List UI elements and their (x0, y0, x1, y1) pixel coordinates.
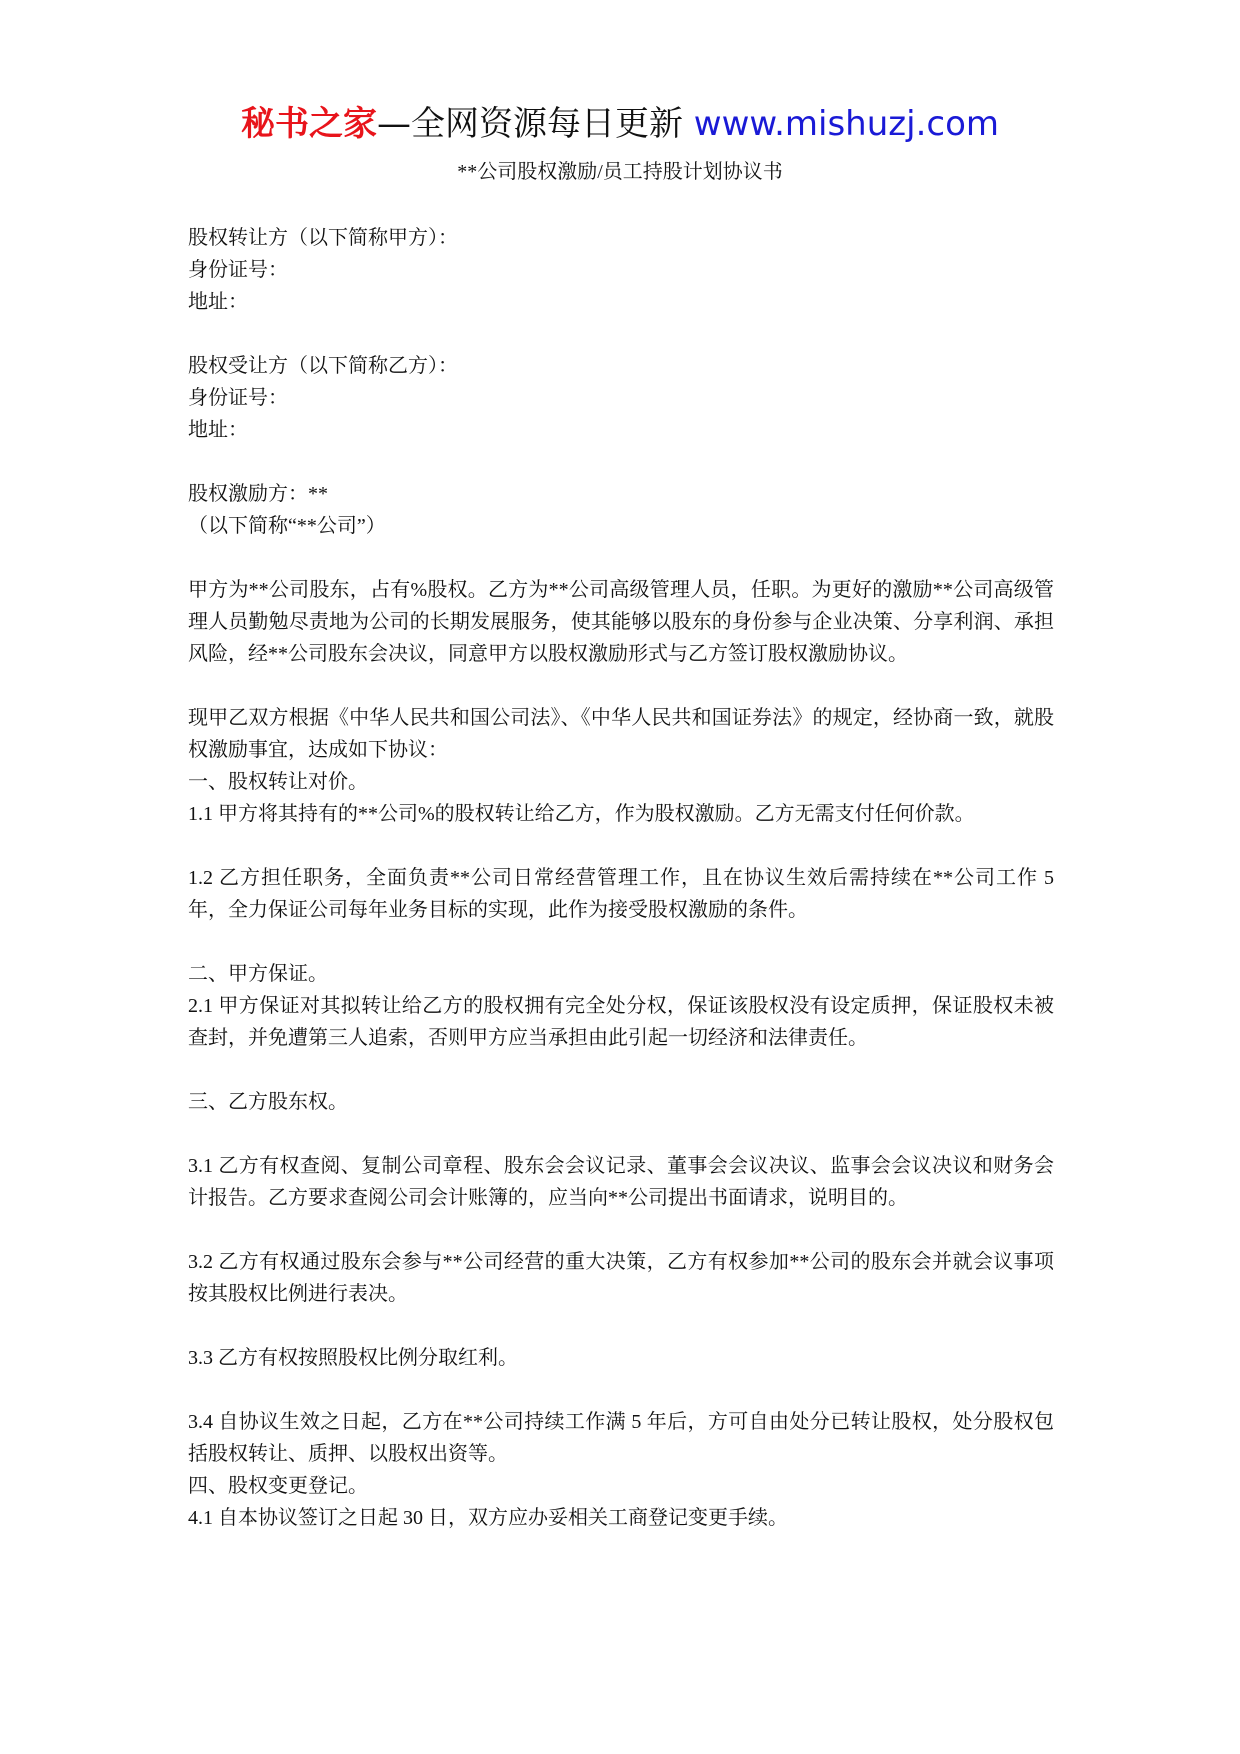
clause-3-4: 3.4 自协议生效之日起，乙方在**公司持续工作满 5 年后，方可自由处分已转让股权，处分股权包括股权转让、质押、以股权出资等。 (188, 1411, 1054, 1465)
transferee-id-line: 身份证号： (188, 387, 288, 409)
document-title: **公司股权激励/员工持股计划协议书 (457, 161, 783, 183)
clause-1-1: 1.1 甲方将其持有的**公司%的股权转让给乙方，作为股权激励。乙方无需支付任何价款。 (188, 803, 975, 825)
transferor-address-line: 地址： (188, 291, 248, 313)
incentive-party-abbr-line: （以下简称“**公司”） (188, 515, 386, 537)
section-heading-4: 四、股权变更登记。 (188, 1475, 368, 1497)
document-body (188, 222, 1054, 1534)
clause-4-1: 4.1 自本协议签订之日起 30 日，双方应办妥相关工商登记变更手续。 (188, 1507, 788, 1529)
site-url[interactable]: www.mishuzj.com (693, 104, 999, 144)
clause-3-1: 3.1 乙方有权查阅、复制公司章程、股东会会议记录、董事会会议决议、监事会会议决议和财务会计报告。乙方要求查阅公司会计账簿的，应当向**公司提出书面请求，说明目的。 (188, 1155, 1054, 1209)
brand-slogan: —全网资源每日更新 (376, 104, 694, 144)
transferee-address-line: 地址： (188, 419, 248, 441)
spacer (188, 1310, 1054, 1342)
clause-1-2: 1.2 乙方担任职务，全面负责**公司日常经营管理工作，且在协议生效后需持续在**公司工作 5 年，全力保证公司每年业务目标的实现，此作为接受股权激励的条件。 (188, 867, 1054, 921)
transferor-id-line: 身份证号： (188, 259, 288, 281)
spacer (188, 1054, 1054, 1086)
spacer (188, 830, 1054, 862)
incentive-party-line: 股权激励方：** (188, 483, 328, 505)
spacer (188, 926, 1054, 958)
spacer (188, 1374, 1054, 1406)
section-heading-2: 二、甲方保证。 (188, 963, 328, 985)
spacer (188, 1214, 1054, 1246)
site-banner (0, 100, 1240, 148)
clause-3-2: 3.2 乙方有权通过股东会参与**公司经营的重大决策，乙方有权参加**公司的股东会并就会议事项按其股权比例进行表决。 (188, 1251, 1054, 1305)
clause-3-3: 3.3 乙方有权按照股权比例分取红利。 (188, 1347, 518, 1369)
clause-2-1: 2.1 甲方保证对其拟转让给乙方的股权拥有完全处分权，保证该股权没有设定质押，保证股权未被查封，并免遭第三人追索，否则甲方应当承担由此引起一切经济和法律责任。 (188, 995, 1054, 1049)
brand-name: 秘书之家 (240, 104, 377, 144)
spacer (188, 670, 1054, 702)
spacer (188, 1118, 1054, 1150)
section-heading-1: 一、股权转让对价。 (188, 771, 368, 793)
section-heading-3: 三、乙方股东权。 (188, 1091, 348, 1113)
transferor-line: 股权转让方（以下简称甲方）： (188, 227, 458, 249)
spacer (188, 318, 1054, 350)
basis-paragraph: 现甲乙双方根据《中华人民共和国公司法》、《中华人民共和国证券法》的规定，经协商一致，就股权激励事宜，达成如下协议： (188, 707, 1054, 761)
background-paragraph: 甲方为**公司股东，占有%股权。乙方为**公司高级管理人员，任职。为更好的激励**公司高级管理人员勤勉尽责地为公司的长期发展服务，使其能够以股东的身份参与企业决策、分享利润、承担风险，经**公司股东会决议，同意甲方以股权激励形式与乙方签订股权激励协议。 (188, 579, 1054, 665)
transferee-line: 股权受让方（以下简称乙方）： (188, 355, 458, 377)
spacer (188, 542, 1054, 574)
spacer (188, 446, 1054, 478)
